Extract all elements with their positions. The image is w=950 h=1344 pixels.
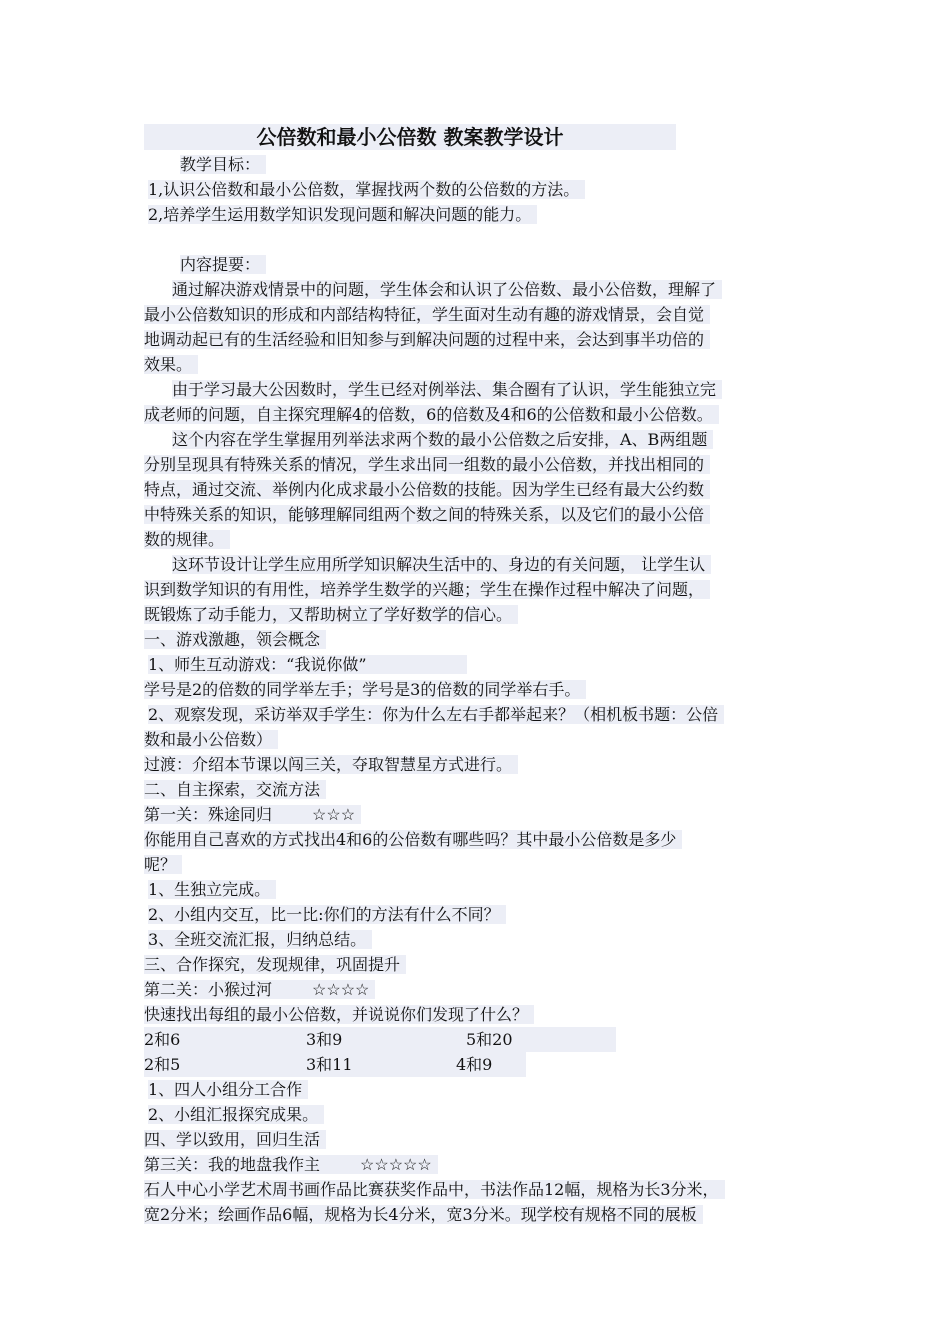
paragraph-line: 由于学习最大公因数时，学生已经对例举法、集合圈有了认识，学生能独立完 [144,377,834,402]
goal-item: 2,培养学生运用数学知识发现问题和解决问题的能力。 [144,202,834,227]
number-pair: 3和9 [306,1027,466,1052]
paragraph-line: 地调动起已有的生活经验和旧知参与到解决问题的过程中来，会达到事半功倍的 [144,327,834,352]
list-item: 1、生独立完成。 [144,877,834,902]
paragraph-line: 通过解决游戏情景中的问题，学生体会和认识了公倍数、最小公倍数，理解了 [144,277,834,302]
list-item: 2、小组内交互，比一比:你们的方法有什么不同？ [144,902,834,927]
paragraph-line: 特点，通过交流、举例内化成求最小公倍数的技能。因为学生已经有最大公约数 [144,477,834,502]
blank-line [144,227,834,252]
number-pair: 5和20 [466,1027,616,1052]
star-rating: ☆☆☆☆ [312,980,370,999]
transition-text: 过渡：介绍本节课以闯三关，夺取智慧星方式进行。 [144,752,834,777]
level-title [144,802,834,827]
paragraph-line: 分别呈现具有特殊关系的情况，学生求出同一组数的最小公倍数，并找出相同的 [144,452,834,477]
section-heading: 三、合作探究，发现规律，巩固提升 [144,952,834,977]
list-item: 3、全班交流汇报，归纳总结。 [144,927,834,952]
list-item: 数和最小公倍数） [144,727,834,752]
list-item-detail: 学号是2的倍数的同学举左手；学号是3的倍数的同学举右手。 [144,677,834,702]
section-heading: 一、游戏激趣，领会概念 [144,627,834,652]
paragraph-line: 既锻炼了动手能力，又帮助树立了学好数学的信心。 [144,602,834,627]
document-body [144,152,834,1227]
paragraph-line: 识到数学知识的有用性，培养学生数学的兴趣；学生在操作过程中解决了问题， [144,577,834,602]
number-pairs-row [144,1027,834,1052]
paragraph-line: 数的规律。 [144,527,834,552]
paragraph-line: 最小公倍数知识的形成和内部结构特征，学生面对生动有趣的游戏情景，会自觉 [144,302,834,327]
paragraph-line: 石人中心小学艺术周书画作品比赛获奖作品中，书法作品12幅，规格为长3分米， [144,1177,834,1202]
number-pair: 2和5 [144,1052,306,1077]
number-pair: 4和9 [456,1052,526,1077]
paragraph-line: 效果。 [144,352,834,377]
list-item: 1、四人小组分工合作 [144,1077,834,1102]
question-text: 呢？ [144,852,834,877]
question-text: 快速找出每组的最小公倍数，并说说你们发现了什么？ [144,1002,834,1027]
content-heading: 内容提要： [144,252,834,277]
level-title [144,977,834,1002]
document-title: 公倍数和最小公倍数 教案教学设计 [144,124,676,150]
level-label: 第二关：小猴过河 [144,980,273,999]
level-label: 第三关：我的地盘我作主 [144,1155,321,1174]
paragraph-line: 这个内容在学生掌握用列举法求两个数的最小公倍数之后安排，A、B两组题 [144,427,834,452]
list-item: 2、小组汇报探究成果。 [144,1102,834,1127]
goals-heading: 教学目标： [144,152,834,177]
paragraph-line: 这环节设计让学生应用所学知识解决生活中的、身边的有关问题， 让学生认 [144,552,834,577]
list-item: 1、师生互动游戏：“我说你做” [144,652,834,677]
number-pair: 3和11 [306,1052,456,1077]
paragraph-line: 宽2分米；绘画作品6幅，规格为长4分米，宽3分米。现学校有规格不同的展板 [144,1202,834,1227]
star-rating: ☆☆☆☆☆ [360,1155,432,1174]
question-text: 你能用自己喜欢的方式找出4和6的公倍数有哪些吗？其中最小公倍数是多少 [144,827,834,852]
number-pair: 2和6 [144,1027,306,1052]
section-heading: 二、自主探索，交流方法 [144,777,834,802]
goal-item: 1,认识公倍数和最小公倍数，掌握找两个数的公倍数的方法。 [144,177,834,202]
paragraph-line: 中特殊关系的知识，能够理解同组两个数之间的特殊关系，以及它们的最小公倍 [144,502,834,527]
number-pairs-row [144,1052,834,1077]
star-rating: ☆☆☆ [312,805,356,824]
section-heading: 四、学以致用，回归生活 [144,1127,834,1152]
list-item: 2、观察发现，采访举双手学生：你为什么左右手都举起来？（相机板书题：公倍 [144,702,834,727]
level-title [144,1152,834,1177]
paragraph-line: 成老师的问题，自主探究理解4的倍数，6的倍数及4和6的公倍数和最小公倍数。 [144,402,834,427]
level-label: 第一关：殊途同归 [144,805,273,824]
